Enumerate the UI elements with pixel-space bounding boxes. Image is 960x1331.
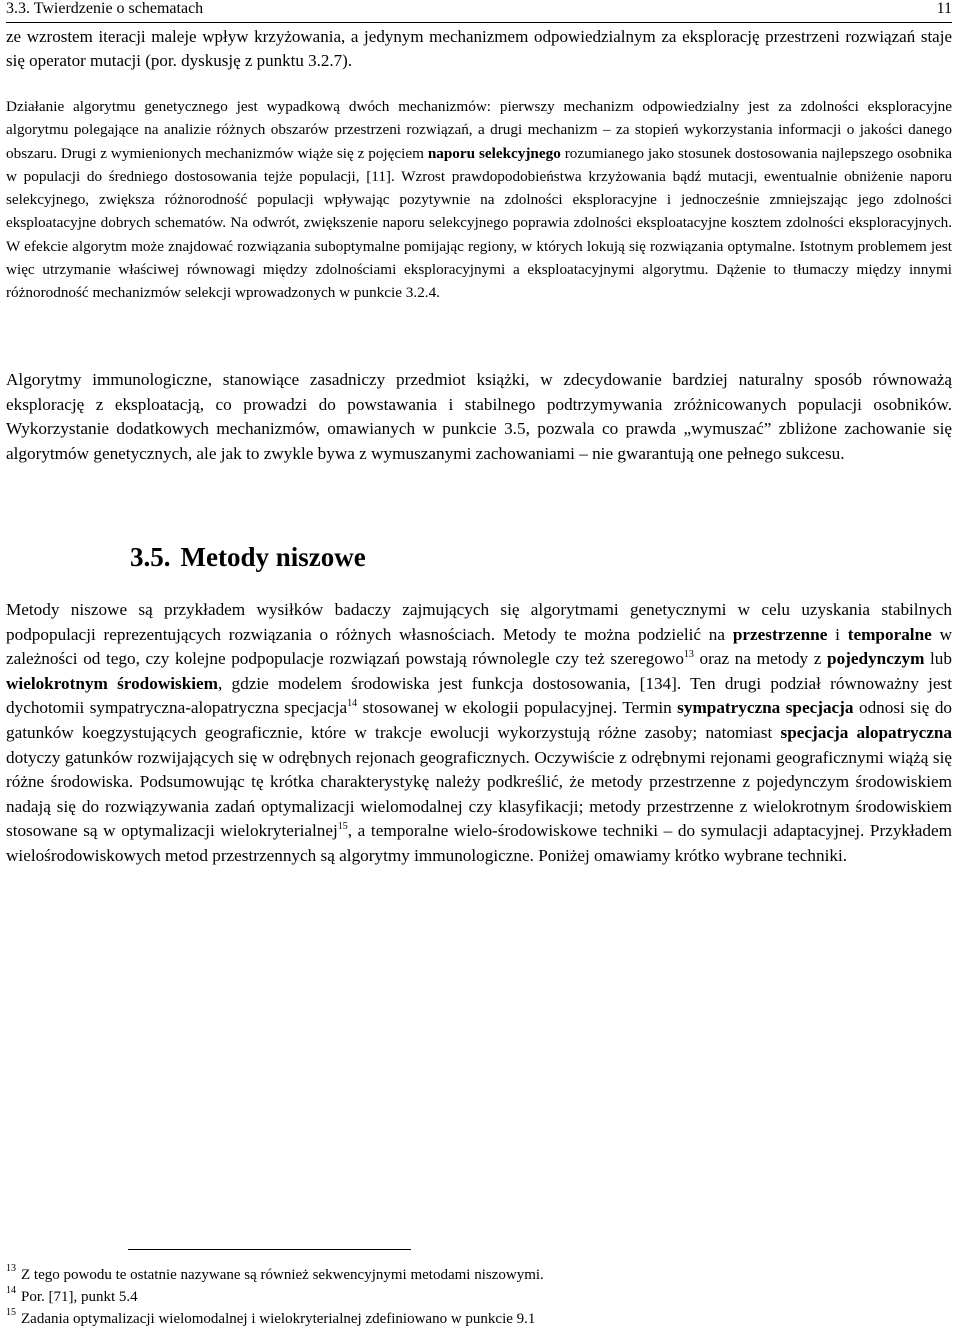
running-header xyxy=(6,0,952,23)
term-multiple-environment: wielokrotnym środowiskiem xyxy=(6,673,218,693)
paragraph-immune-algorithms xyxy=(6,368,952,466)
term-spatial: przestrzenne xyxy=(732,624,828,644)
section-number: 3.5. xyxy=(130,542,171,572)
text-run: dotyczy gatunków rozwijających się w odrębnych rejonach geograficznych. Oczywiście z odrębnymi rejonami geograficznymi wiążą się różne środowiska. Podsumowując tę krótka charakterystykę należy podkreślić, że metody przestrzenne z pojedynczym środowiskiem nadają się do rozwiązywania zadań optymalizacji wielomodalnej czy klasyfikacji; metody przestrzenne z wielokrotnym środowiskiem stosowane są w optymalizacji wielokryterialnej xyxy=(6,747,952,841)
term-sympatric-speciation: sympatryczna specjacja xyxy=(677,698,854,718)
text-run: rozumianego jako stosunek dostosowania najlepszego osobnika w populacji do średniego dostosowania tejże populacji, [11]. Wzrost prawdopodobieństwa krzyżowania bądź mutacji, ewentualnie obniżenie naporu selekcyjnego, zwiększa różnorodność populacji wpływając pozytywnie na zdolności eksploracyjne i jednocześnie zmniejszając jego zdolności eksploatacyjne dobrych schematów. Na odwrót, zwiększenie naporu selekcyjnego poprawia zdolności eksploatacyjne kosztem zdolności eksploracyjnych. W efekcie algorytm może znajdować rozwiązania suboptymalne pomijając regiony, w których lokują się rozwiązania optymalne. Istotnym problemem jest więc utrzymanie właściwej równowagi między zdolnościami eksploracyjnymi a eksploatacyjnymi algorytmu. Dążenie to tłumaczy między innymi różnorodność mechanizmów selekcji wprowadzonych w punkcie 3.2.4. xyxy=(6,144,953,302)
text-run: oraz na metody z xyxy=(693,649,828,669)
text-run: w zależności od tego, czy kolejne podpopulacje rozwiązań powstają równolegle czy też szeregowo xyxy=(6,624,952,669)
paragraph-continuation xyxy=(6,25,952,72)
text-run: Algorytmy immunologiczne, stanowiące zasadniczy przedmiot książki, w zdecydowanie bardziej naturalny sposób równoważą eksplorację z eksploatacją, co prowadzi do powstawania i stabilnego podtrzymywania zróżnicowanych populacji osobników. Wykorzystanie dodatkowych mechanizmów, omawianych w punkcie 3.5, pozwala co prawda „wymuszać” zbliżone zachowanie się algorytmów genetycznych, ale jak to zwykle bywa z wymuszanymi zachowaniami – nie gwarantują one pełnego sukcesu. xyxy=(6,370,952,463)
section-title: Metody niszowe xyxy=(180,542,366,572)
section-heading xyxy=(130,540,366,574)
term-allopatric-speciation: specjacja alopatryczna xyxy=(780,722,952,742)
footnote-separator xyxy=(128,1249,411,1250)
term-temporal: temporalne xyxy=(847,624,932,644)
text-run: stosowanej w ekologii populacyjnej. Termin xyxy=(357,698,678,718)
page-number: 11 xyxy=(936,0,952,17)
footnote-ref-14[interactable]: 14 xyxy=(347,698,358,710)
footnote-14 xyxy=(6,1285,138,1306)
header-section-title: 3.3. Twierdzenie o schematach xyxy=(6,0,204,17)
footnote-15 xyxy=(6,1307,536,1328)
footnote-ref-13[interactable]: 13 xyxy=(683,649,694,661)
text-run: odnosi się do gatunków koegzystujących geograficznie, które w trakcje ewolucji wykorzystują różne zasoby; natomiast xyxy=(6,698,953,742)
text-run: Metody niszowe są przykładem wysiłków badaczy zajmujących się algorytmami genetycznymi w celu uzyskania stabilnych podpopulacji reprezentujących rozwiązania o różnych własnościach. Metody te można podzielić na xyxy=(6,600,952,644)
paragraph-selection-pressure xyxy=(6,95,952,305)
term-single-environment: pojedynczym xyxy=(827,649,925,669)
footnote-text: Zadania optymalizacji wielomodalnej i wielokryterialnej zdefiniowano w punkcie 9.1 xyxy=(21,1311,536,1327)
footnote-ref-15[interactable]: 15 xyxy=(337,821,348,833)
footnote-text: Por. [71], punkt 5.4 xyxy=(21,1289,138,1305)
text-run: , a temporalne wielo-środowiskowe techniki – do symulacji adaptacyjnej. Przykładem wielośrodowiskowych metod przestrzennych są algorytmy immunologiczne. Poniżej omawiamy krótko wybrane techniki. xyxy=(6,821,952,865)
text-run: ze wzrostem iteracji maleje wpływ krzyżowania, a jedynym mechanizmem odpowiedzialnym za eksplorację przestrzeni rozwiązań staje się operator mutacji (por. dyskusję z punktu 3.2.7). xyxy=(6,27,952,70)
footnote-13 xyxy=(6,1263,544,1284)
footnote-text: Z tego powodu te ostatnie nazywane są również sekwencyjnymi metodami niszowymi. xyxy=(21,1267,544,1283)
text-run: , gdzie modelem środowiska jest funkcja dostosowania, [134]. Ten drugi podział równoważny jest dychotomii sympatryczna-alopatryczna specjacja xyxy=(6,673,953,718)
text-run: i xyxy=(827,624,848,644)
text-run: lub xyxy=(924,649,952,669)
paragraph-niche-methods xyxy=(6,598,952,869)
footnote-number: 15 xyxy=(6,1307,16,1318)
term-selection-pressure: naporu selekcyjnego xyxy=(427,144,561,162)
text-run: Działanie algorytmu genetycznego jest wypadkową dwóch mechanizmów: pierwszy mechanizm odpowiedzialny jest za zdolności eksploracyjne algorytmu polegające na analizie różnych obszarów przestrzeni rozwiązań, a drugi mechanizm – za stopień wykorzystania informacji o jakości danego obszaru. Drugi z wymienionych mechanizmów wiąże się z pojęciem xyxy=(6,98,952,162)
footnote-number: 14 xyxy=(6,1285,16,1296)
footnote-number: 13 xyxy=(6,1263,16,1274)
